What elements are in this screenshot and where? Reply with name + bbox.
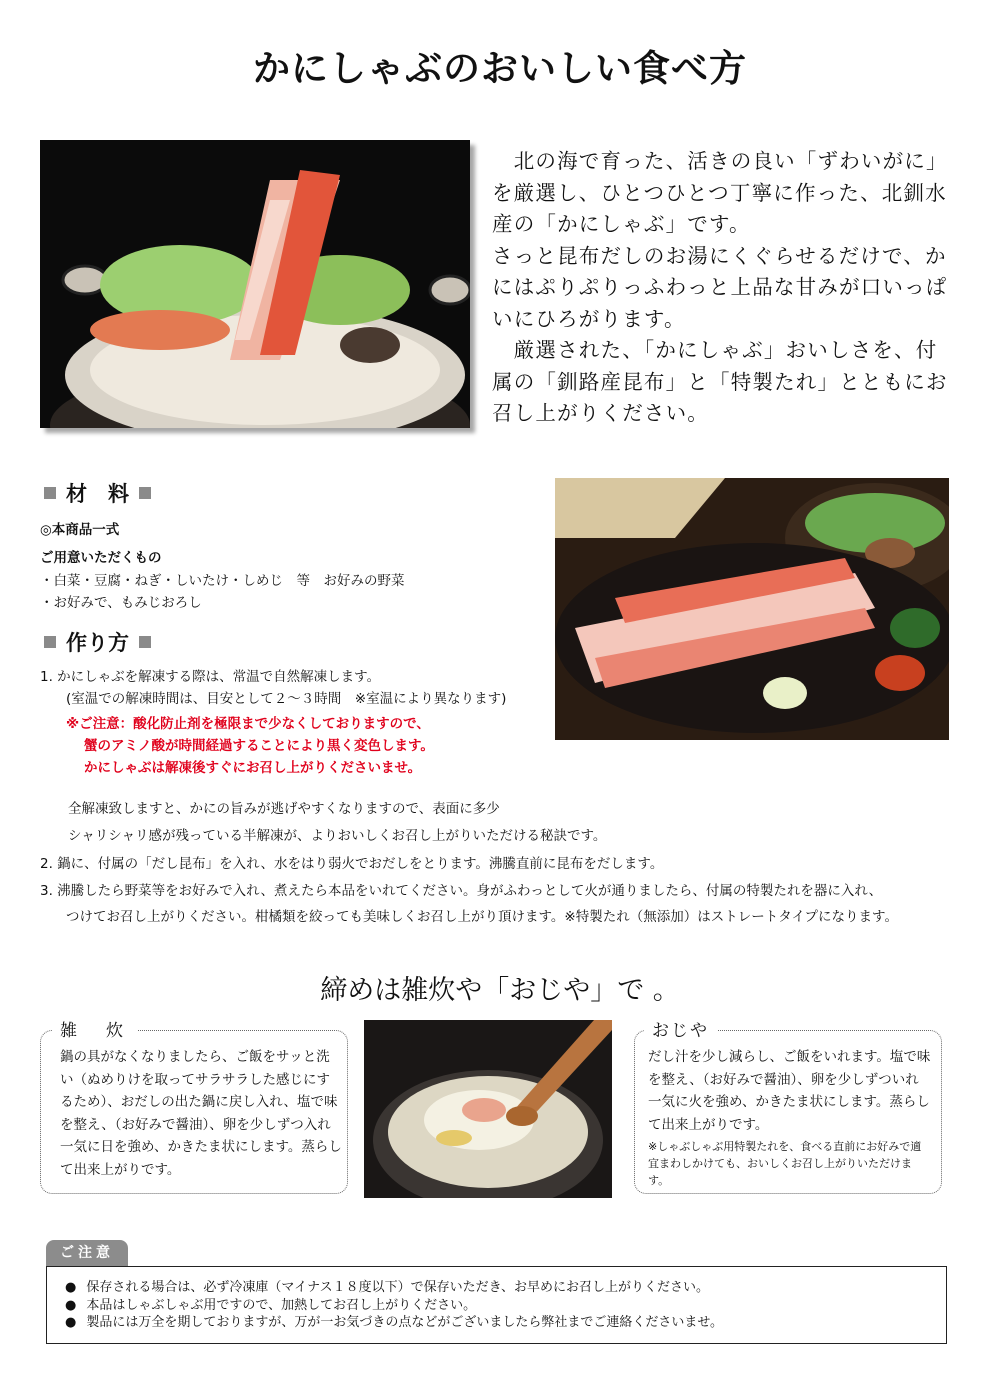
intro-paragraph: 北の海で育った、活きの良い「ずわいがに」を厳選し、ひとつひとつ丁寧に作った、北釧水産の「かにしゃぶ」です。 xyxy=(492,149,948,236)
crab-hotpot-photo xyxy=(40,140,470,428)
step-3-cont: つけてお召し上がりください。柑橘類を絞っても美味しくお召し上がり頂けます。※特製たれ（無添加）はストレートタイプになります。 xyxy=(66,909,898,925)
note-item: ● 保存される場合は、必ず冷凍庫（マイナス１８度以下）で保存いただき、お早めにお召し上がりください。 xyxy=(65,1279,946,1297)
warning-line: ※ご注意：酸化防止剤を極限まで少なくしておりますので、 xyxy=(66,716,430,732)
notes-tab: ご注意 xyxy=(46,1240,128,1267)
ojiya-note: ※しゃぶしゃぶ用特製たれを、食べる直前にお好みで適宜まわしかけても、おいしくお召し上がりいただけます。 xyxy=(648,1140,922,1187)
warning-line: 蟹のアミノ酸が時間経過することにより黒く変色します。 xyxy=(84,738,434,754)
warning-line: かにしゃぶは解凍後すぐにお召し上がりくださいませ。 xyxy=(84,760,422,776)
intro-text xyxy=(492,146,958,430)
thaw-tip: シャリシャリ感が残っている半解凍が、よりおいしくお召し上がりいただける秘訣です。 xyxy=(68,828,607,844)
finish-heading: 締めは雑炊や「おじや」で 。 xyxy=(320,975,680,1006)
step-1: 1. かにしゃぶを解凍する際は、常温で自然解凍します。 xyxy=(40,669,381,685)
square-icon xyxy=(139,487,151,499)
ingredient-item: ・白菜・豆腐・ねぎ・しいたけ・しめじ 等 お好みの野菜 xyxy=(40,573,405,589)
ojiya-text: だし汁を少し減らし、ご飯をいれます。塩で味を整え、（お好みで醤油）、卵を少しずついれ一気に火を強め、かきたま状にします。蒸らして出来上がりです。 xyxy=(648,1049,931,1133)
zousui-label: 雑 炊 xyxy=(52,1016,137,1041)
step-1-note: (室温での解凍時間は、目安として２～３時間 ※室温により異なります) xyxy=(66,691,507,707)
crab-platter-photo xyxy=(555,478,949,740)
prepare-label: ご用意いただくもの xyxy=(40,550,162,566)
step-3: 3. 沸騰したら野菜等をお好みで入れ、煮えたら本品をいれてください。身がふわっとして火が通りましたら、付属の特製たれを器に入れ、 xyxy=(40,883,883,899)
ojiya-label: おじや xyxy=(644,1016,717,1041)
zousui-photo xyxy=(364,1020,612,1198)
intro-paragraph: 厳選された、「かにしゃぶ」おいしさを、付属の「釧路産昆布」と「特製たれ」とともにお召し上がりください。 xyxy=(492,338,948,425)
page-title: かにしゃぶのおいしい食べ方 xyxy=(253,46,747,90)
square-icon xyxy=(139,636,151,648)
product-line: ◎本商品一式 xyxy=(40,522,120,538)
note-item: ● 製品には万全を期しておりますが、万が一お気づきの点などがございましたら弊社までご連絡くださいませ。 xyxy=(65,1314,946,1332)
notes-box xyxy=(46,1266,947,1344)
note-item: ● 本品はしゃぶしゃぶ用ですので、加熱してお召し上がりください。 xyxy=(65,1297,946,1315)
ingredients-heading: 材 料 xyxy=(44,478,151,508)
method-heading: 作り方 xyxy=(44,627,151,657)
thaw-tip: 全解凍致しますと、かにの旨みが逃げやすくなりますので、表面に多少 xyxy=(68,801,500,817)
square-icon xyxy=(44,636,56,648)
zousui-text: 鍋の具がなくなりましたら、ご飯をサッと洗い（ぬめりけを取ってサラサラした感じにするため）、おだしの出た鍋に戻し入れ、塩で味を整え、（お好みで醤油）、卵を少しずつ入れ一気に日を強め、かきたま状にします。蒸らして出来上がりです。 xyxy=(60,1049,342,1178)
step-2: 2. 鍋に、付属の「だし昆布」を入れ、水をはり弱火でおだしをとります。沸騰直前に昆布をだします。 xyxy=(40,856,664,872)
ingredient-item: ・お好みで、もみじおろし xyxy=(40,595,202,611)
intro-paragraph: さっと昆布だしのお湯にくぐらせるだけで、かにはぷりぷりっふわっと上品な甘みが口いっぱいにひろがります。 xyxy=(492,243,948,331)
square-icon xyxy=(44,487,56,499)
